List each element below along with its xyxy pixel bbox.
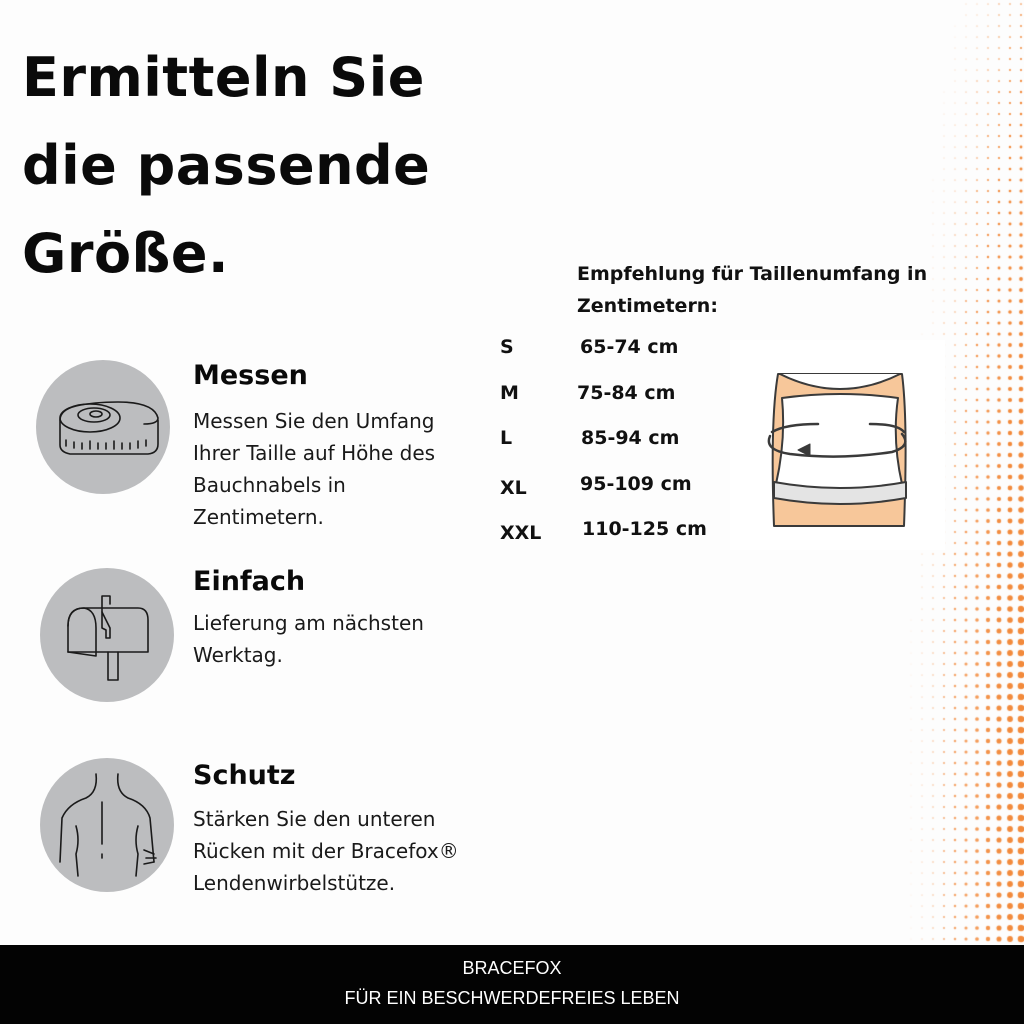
description-line: Stärken Sie den unteren bbox=[193, 807, 436, 831]
size-range-xxl: 110-125 cm bbox=[582, 518, 707, 540]
feature-title-messen: Messen bbox=[193, 360, 308, 391]
size-range-s: 65-74 cm bbox=[580, 336, 679, 358]
size-label-xl: XL bbox=[500, 477, 527, 499]
size-label-m: M bbox=[500, 382, 519, 404]
feature-description-einfach bbox=[193, 607, 493, 671]
description-line: Werktag. bbox=[193, 643, 283, 667]
size-range-xl: 95-109 cm bbox=[580, 473, 692, 495]
footer-brand: BRACEFOX bbox=[462, 958, 562, 978]
headline-line-2: die passende bbox=[22, 134, 431, 197]
size-range-l: 85-94 cm bbox=[581, 427, 680, 449]
back-spine-icon bbox=[40, 758, 174, 892]
description-line: Messen Sie den Umfang bbox=[193, 409, 435, 433]
size-chart-heading-line: Empfehlung für Taillenumfang in bbox=[577, 263, 928, 285]
size-label-l: L bbox=[500, 427, 513, 449]
description-line: Lendenwirbelstütze. bbox=[193, 871, 396, 895]
headline-line-1: Ermitteln Sie bbox=[22, 46, 425, 109]
description-line: Rücken mit der Bracefox® bbox=[193, 839, 459, 863]
waist-measurement-illustration bbox=[730, 340, 945, 550]
footer bbox=[0, 945, 1024, 1024]
size-label-xxl: XXL bbox=[500, 522, 542, 544]
headline bbox=[22, 34, 502, 298]
description-line: Ihrer Taille auf Höhe des bbox=[193, 441, 436, 465]
size-range-m: 75-84 cm bbox=[577, 382, 676, 404]
feature-description-messen bbox=[193, 405, 493, 533]
footer-tagline: FÜR EIN BESCHWERDEFREIES LEBEN bbox=[344, 988, 680, 1008]
feature-title-einfach: Einfach bbox=[193, 566, 306, 597]
size-chart-heading-line: Zentimetern: bbox=[577, 295, 718, 317]
size-label-s: S bbox=[500, 336, 514, 358]
feature-description-schutz bbox=[193, 803, 493, 899]
feature-title-schutz: Schutz bbox=[193, 760, 296, 791]
size-chart-heading bbox=[577, 258, 987, 322]
description-line: Lieferung am nächsten bbox=[193, 611, 424, 635]
headline-line-3: Größe. bbox=[22, 222, 230, 285]
mailbox-icon bbox=[40, 568, 174, 702]
description-line: Zentimetern. bbox=[193, 505, 324, 529]
description-line: Bauchnabels in bbox=[193, 473, 346, 497]
measuring-tape-icon bbox=[36, 360, 170, 494]
